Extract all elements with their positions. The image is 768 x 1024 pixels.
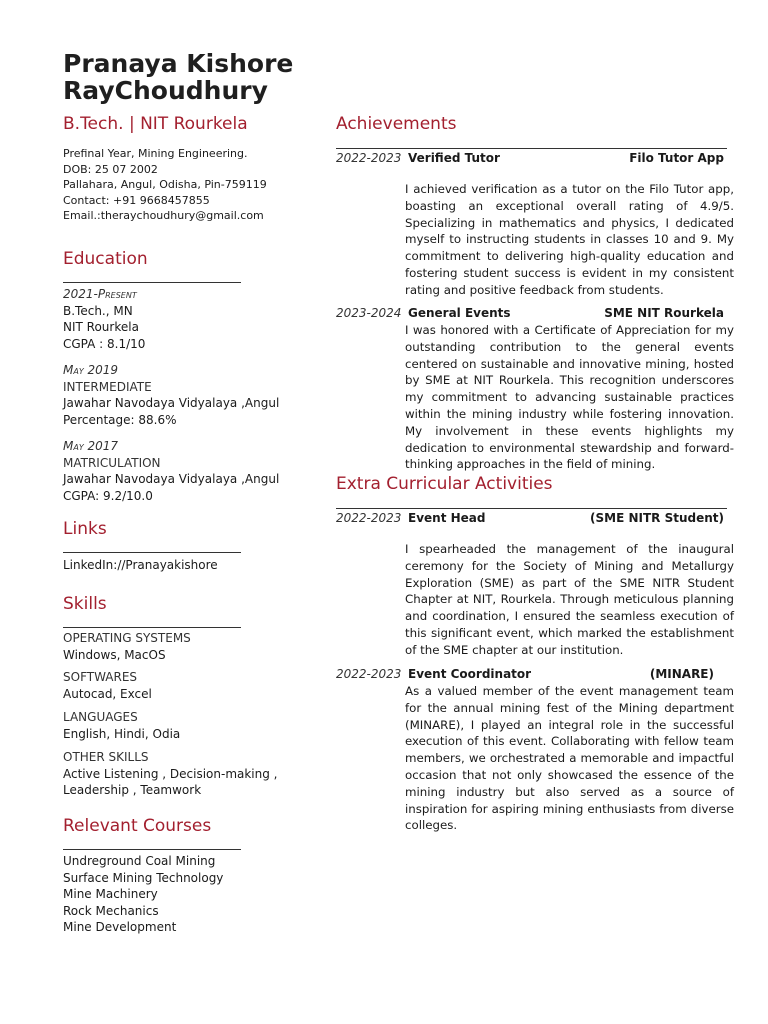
education-heading: Education xyxy=(63,249,148,269)
name-line-2: RayChoudhury xyxy=(63,76,268,105)
courses-heading: Relevant Courses xyxy=(63,816,212,836)
links-block xyxy=(63,557,283,574)
entry-role: Event Head xyxy=(408,511,486,525)
education-school: NIT Rourkela xyxy=(63,320,139,334)
skill-value: Windows, MacOS xyxy=(63,647,166,662)
entry-year: 2023-2024 xyxy=(336,306,402,320)
skills-heading: Skills xyxy=(63,594,107,614)
links-heading: Links xyxy=(63,519,107,539)
skill-value: Autocad, Excel xyxy=(63,686,152,701)
activity-header xyxy=(336,511,724,527)
education-date: May 2019 xyxy=(63,363,119,377)
achievement-header xyxy=(336,306,724,322)
entry-role: General Events xyxy=(408,306,511,320)
contact-address: Pallahara, Angul, Odisha, Pin-759119 xyxy=(63,178,267,191)
contact-year: Prefinal Year, Mining Engineering. xyxy=(63,147,248,160)
degree-title: B.Tech. | NIT Rourkela xyxy=(63,114,248,134)
education-school: Jawahar Navodaya Vidyalaya ,Angul xyxy=(63,472,280,486)
entry-role: Event Coordinator xyxy=(408,667,532,681)
skill-value: Active Listening , Decision-making , xyxy=(63,766,278,781)
entry-description: I spearheaded the management of the inaugural ceremony for the Society of Mining and Metallurgy Exploration (SME) as part of the SME NITR Student Chapter at NIT, Rourkela. Through meticulous planning and coordination, I ensured the seamless execution of this significant event, which marked the establishment of the SME chapter at our institution. xyxy=(405,542,734,657)
education-item xyxy=(63,362,283,428)
skill-label: LANGUAGES xyxy=(63,710,138,724)
linkedin-link[interactable]: LinkedIn://Pranayakishore xyxy=(63,558,218,572)
skill-group xyxy=(63,669,283,702)
courses-divider xyxy=(63,849,241,850)
contact-info xyxy=(63,146,267,224)
entry-org: SME NIT Rourkela xyxy=(604,306,724,320)
education-score: Percentage: 88.6% xyxy=(63,412,177,427)
course-item: Rock Mechanics xyxy=(63,903,159,918)
skill-group xyxy=(63,749,283,799)
activity-header xyxy=(336,667,724,683)
entry-year: 2022-2023 xyxy=(336,151,402,165)
course-item: Surface Mining Technology xyxy=(63,870,224,885)
entry-org: (MINARE) xyxy=(649,667,714,681)
education-date: 2021-Present xyxy=(63,287,137,301)
entry-year: 2022-2023 xyxy=(336,511,402,525)
course-item: Mine Development xyxy=(63,920,177,934)
candidate-name xyxy=(63,50,323,104)
education-divider xyxy=(63,282,241,283)
education-degree: INTERMEDIATE xyxy=(63,379,152,394)
achievements-divider xyxy=(336,148,727,149)
skill-label: OPERATING SYSTEMS xyxy=(63,631,191,645)
achievements-heading: Achievements xyxy=(336,114,457,134)
skill-group xyxy=(63,630,283,663)
links-divider xyxy=(63,552,241,553)
education-degree: B.Tech., MN xyxy=(63,303,133,318)
entry-org: Filo Tutor App xyxy=(629,151,724,165)
entry-year: 2022-2023 xyxy=(336,667,402,681)
contact-phone: Contact: +91 9668457855 xyxy=(63,193,210,207)
courses-list xyxy=(63,853,283,936)
entry-org: (SME NITR Student) xyxy=(590,511,724,525)
skills-divider xyxy=(63,627,241,628)
extracurricular-heading: Extra Curricular Activities xyxy=(336,474,553,494)
education-score: CGPA: 9.2/10.0 xyxy=(63,488,153,503)
achievement-header xyxy=(336,151,724,167)
skill-value: English, Hindi, Odia xyxy=(63,726,181,741)
contact-email: Email.:theraychoudhury@gmail.com xyxy=(63,209,264,222)
entry-description: I was honored with a Certificate of Appreciation for my outstanding contribution to the general events centered on sustainable and innovative mining, hosted by SME at NIT Rourkela. This recognition underscores my commitment to advancing sustainable practices within the mining industry while fostering innovation. My involvement in these events highlights my dedication to environmental stewardship and forward-thinking approaches in the field of mining. xyxy=(405,323,734,472)
education-school: Jawahar Navodaya Vidyalaya ,Angul xyxy=(63,396,280,410)
extracurricular-divider xyxy=(336,508,727,509)
education-date: May 2017 xyxy=(63,439,119,453)
education-item xyxy=(63,286,283,352)
name-line-1: Pranaya Kishore xyxy=(63,49,294,78)
skill-value-continued: Leadership , Teamwork xyxy=(63,783,202,797)
education-score: CGPA : 8.1/10 xyxy=(63,336,146,351)
entry-description: As a valued member of the event management team for the annual mining fest of the Mining department (MINARE), I played an integral role in the successful execution of this event. Collaborating with fellow team members, we orchestrated a memorable and impactful occasion that not only showcased the essence of the mining industry but also served as a source of inspiration for aspiring mining enthusiasts from diverse colleges. xyxy=(405,684,734,833)
education-item xyxy=(63,438,283,504)
skill-label: SOFTWARES xyxy=(63,670,138,684)
skill-group xyxy=(63,709,283,742)
course-item: Undreground Coal Mining xyxy=(63,854,216,868)
entry-description: I achieved verification as a tutor on the Filo Tutor app, boasting an exceptional overall rating of 4.9/5. Specializing in mathematics and physics, I dedicated myself to instructing students in classes 10 and 9. My commitment to delivering high-quality education and fostering student success is evident in my consistent rating and positive feedback from students. xyxy=(405,182,734,297)
entry-role: Verified Tutor xyxy=(408,151,500,165)
contact-dob: DOB: 25 07 2002 xyxy=(63,162,158,176)
education-degree: MATRICULATION xyxy=(63,455,161,470)
skill-label: OTHER SKILLS xyxy=(63,750,149,764)
course-item: Mine Machinery xyxy=(63,887,158,901)
